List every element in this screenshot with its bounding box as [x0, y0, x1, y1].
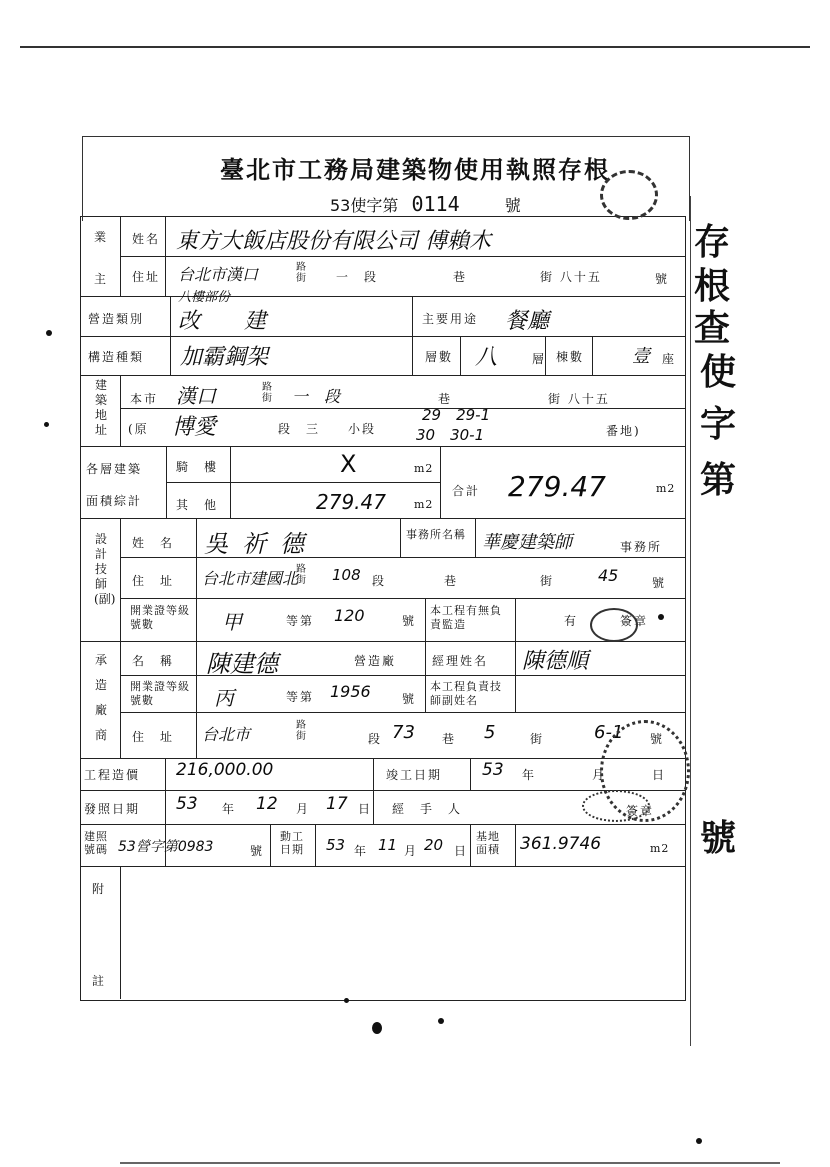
construction-use-value: 餐廳 [505, 309, 550, 334]
issue-year: 53 [176, 794, 198, 814]
contractor-address-value: 台北市 [202, 725, 251, 744]
site-line1-road-label: 路街 [262, 382, 273, 404]
side-char-3: 查 [694, 308, 731, 349]
start-month: 11 [378, 836, 398, 854]
start-ri: 日 [454, 844, 469, 858]
total-label: 合計 [452, 484, 481, 498]
designer-office-label: 事務所名稱 [406, 528, 466, 541]
contractor-engineer-label: 本工程負責技師副姓名 [430, 680, 502, 707]
notes-label-2: 註 [92, 974, 107, 988]
designer-jie: 街 [540, 574, 555, 588]
completion-ri: 日 [652, 768, 667, 782]
floors-value: 八 [475, 345, 498, 370]
issue-ri: 日 [358, 802, 373, 816]
area-label-1: 各層建築 [86, 462, 143, 476]
start-year: 53 [326, 836, 346, 854]
contractor-xiang: 巷 [442, 732, 457, 746]
designer-supervision-suffix: 簽章 [620, 614, 649, 628]
scan-speck [658, 614, 664, 620]
site-line1-xiang: 巷 [438, 392, 453, 406]
designer-office-suffix: 事務所 [620, 540, 663, 554]
site-line1-prefix: 本市 [130, 392, 159, 406]
side-char-6: 第 [700, 460, 737, 501]
permit-suffix: 號 [504, 196, 521, 215]
completion-nian: 年 [522, 768, 537, 782]
permit-prefix: 53使字第 [330, 196, 399, 215]
contractor-license-grade: 丙 [214, 686, 234, 710]
building-permit-value: 53營字第0983 [118, 839, 214, 855]
issue-day: 17 [326, 794, 348, 814]
designer-hao: 號 [652, 576, 667, 590]
arcade-value: X [340, 450, 357, 478]
contractor-duan: 段 [368, 732, 383, 746]
structure-value: 加霸鋼架 [180, 345, 269, 370]
page-title: 臺北市工務局建築物使用執照存根 [220, 156, 610, 184]
owner-address-value: 台北市漢口 [178, 265, 259, 284]
right-page-edge [690, 196, 691, 1046]
start-nian: 年 [354, 844, 369, 858]
start-label: 動工日期 [280, 830, 304, 856]
scan-speck [44, 422, 49, 427]
side-char-7: 號 [700, 818, 737, 859]
designer-road-label: 路街 [296, 564, 307, 586]
contractor-name-suffix: 營造廠 [354, 654, 397, 668]
contractor-address-num: 73 [392, 722, 415, 743]
side-char-1: 存 [694, 222, 731, 263]
scan-speck [344, 998, 349, 1003]
owner-name-value: 東方大飯店股份有限公司 傅賴木 [176, 229, 491, 254]
site-line2-duan: 段 三 [278, 422, 321, 436]
owner-address-extra: 八樓部份 [178, 290, 231, 305]
form-outer-edge [82, 136, 690, 221]
start-yue: 月 [404, 844, 419, 858]
issue-sign-suffix: 簽章 [626, 804, 655, 818]
scan-speck [46, 330, 52, 336]
site-line2-numbers-b: 30 30-1 [416, 426, 485, 444]
building-permit-hao: 號 [250, 844, 265, 858]
base-area-label: 基地面積 [476, 830, 500, 856]
notes-label-1: 附 [92, 882, 107, 896]
contractor-license-label: 開業證等級號數 [130, 680, 190, 707]
site-line1-jie: 街 八十五 [548, 392, 610, 406]
site-line1-duan: 一 段 [292, 387, 341, 406]
arcade-unit: m2 [414, 462, 434, 475]
designer-license-hao: 號 [402, 614, 417, 628]
scan-edge-top [20, 46, 810, 48]
owner-address-label: 住址 [132, 270, 161, 284]
contractor-address-no: 6-1 [594, 722, 624, 743]
base-area-value: 361.9746 [520, 834, 602, 854]
contractor-license-no: 1956 [330, 682, 371, 701]
owner-road-label: 路街 [296, 262, 307, 284]
site-line2-prefix: (原 [128, 422, 149, 436]
contractor-address-alley: 5 [484, 722, 496, 743]
scan-speck [696, 1138, 702, 1144]
total-unit: m2 [656, 482, 676, 495]
designer-license-grade: 甲 [222, 610, 242, 634]
start-day: 20 [424, 836, 444, 854]
owner-section-label-2: 主 [94, 272, 109, 286]
site-line2-numbers-a: 29 29-1 [422, 406, 491, 424]
contractor-name-label: 名 稱 [132, 654, 175, 668]
total-value: 279.47 [508, 470, 606, 503]
completion-label: 竣工日期 [386, 768, 443, 782]
site-line1-road: 漢口 [176, 384, 216, 408]
owner-section-label-1: 業 [94, 230, 109, 244]
contractor-name-value: 陳建德 [206, 650, 278, 678]
permit-no: 0114 [411, 192, 460, 216]
contractor-license-hao: 號 [402, 692, 417, 706]
site-line2-xiaoduan: 小段 [348, 422, 377, 436]
owner-hao: 號 [655, 272, 670, 286]
completion-year: 53 [482, 760, 504, 780]
seal-stamp-issue [582, 790, 650, 822]
issue-month: 12 [256, 794, 278, 814]
cost-value: 216,000.00 [176, 760, 274, 780]
issue-yue: 月 [296, 802, 311, 816]
arcade-label: 騎 樓 [176, 460, 219, 474]
designer-license-no: 120 [334, 606, 365, 625]
side-char-5: 字 [700, 404, 737, 445]
issue-label: 發照日期 [84, 802, 141, 816]
contractor-jie: 街 [530, 732, 545, 746]
blocks-label: 棟數 [556, 350, 585, 364]
contractor-manager-value: 陳德順 [522, 649, 589, 674]
floors-label: 層數 [425, 350, 454, 364]
contractor-manager-label: 經理姓名 [432, 654, 489, 668]
other-unit: m2 [414, 498, 434, 511]
contractor-license-deng: 等第 [286, 690, 315, 704]
designer-office-value: 華慶建築師 [482, 532, 572, 553]
designer-address-num: 108 [332, 566, 361, 584]
structure-label: 構造種類 [88, 350, 145, 364]
seal-stamp-supervision [590, 608, 638, 642]
building-permit-label: 建照號碼 [84, 830, 108, 856]
blocks-unit: 座 [662, 352, 677, 366]
contractor-section-label: 承造廠商 [94, 653, 107, 742]
designer-address-label: 住 址 [132, 574, 175, 588]
issue-nian: 年 [222, 802, 237, 816]
designer-name-value: 吳祈德 [204, 530, 318, 558]
construction-type-value: 改 建 [178, 309, 267, 334]
scan-speck [438, 1018, 444, 1024]
designer-duan: 段 [372, 574, 387, 588]
designer-license-label: 開業證等級號數 [130, 604, 190, 631]
designer-address-value: 台北市建國北 [202, 569, 299, 588]
site-line2-suffix: 番地) [606, 424, 641, 438]
cost-label: 工程造價 [84, 768, 141, 782]
owner-jie: 街 八十五 [540, 270, 602, 284]
other-label: 其 他 [176, 498, 219, 512]
owner-name-label: 姓名 [132, 232, 161, 246]
contractor-road-label: 路街 [296, 720, 307, 742]
scan-speck [372, 1022, 382, 1034]
side-char-4: 使 [700, 352, 737, 393]
construction-type-label: 營造類別 [88, 312, 145, 326]
construction-use-label: 主要用途 [422, 312, 479, 326]
area-label-2: 面積綜計 [86, 494, 143, 508]
designer-name-label: 姓 名 [132, 536, 175, 550]
designer-address-no: 45 [598, 566, 619, 585]
issue-handler-label: 經 手 人 [392, 802, 463, 816]
floors-unit: 層 [532, 352, 547, 366]
designer-xiang: 巷 [444, 574, 459, 588]
designer-section-label: 設計技師(副) [94, 532, 116, 606]
owner-duan: 一 段 [336, 270, 379, 284]
site-section-label: 建築地址 [94, 378, 107, 437]
base-area-unit: m2 [650, 842, 670, 855]
seal-stamp-top [600, 170, 658, 220]
designer-supervision-label: 本工程有無負責監造 [430, 604, 502, 631]
scan-edge-bottom [120, 1162, 780, 1164]
contractor-hao: 號 [650, 732, 665, 746]
owner-xiang: 巷 [453, 270, 468, 284]
site-line2-area: 博愛 [172, 415, 217, 440]
contractor-address-label: 住 址 [132, 730, 175, 744]
other-value: 279.47 [316, 490, 386, 514]
blocks-value: 壹 [632, 346, 650, 367]
side-char-2: 根 [694, 266, 731, 307]
designer-license-deng: 等第 [286, 614, 315, 628]
designer-supervision-value: 有 [564, 614, 579, 628]
completion-yue: 月 [592, 768, 607, 782]
